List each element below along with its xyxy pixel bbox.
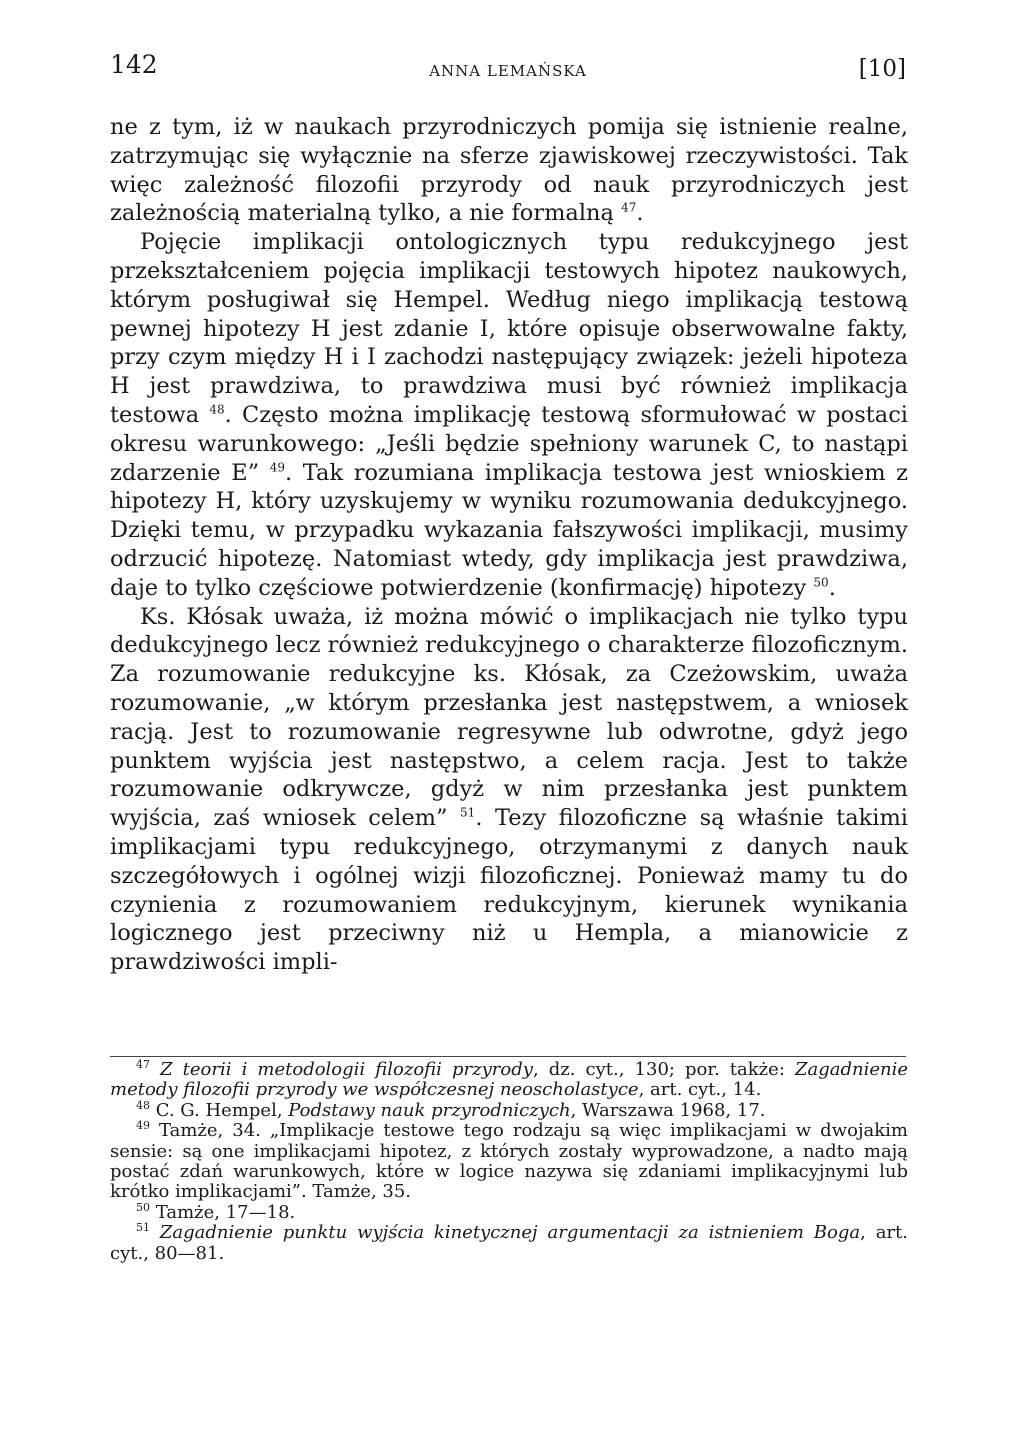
footnote-text: , art. cyt., 80—81. bbox=[110, 1222, 908, 1264]
footnote-number: 51 bbox=[136, 1221, 150, 1235]
footnote-ref-49: 49 bbox=[269, 460, 286, 475]
footnote-47 bbox=[110, 1060, 908, 1101]
footnote-divider bbox=[110, 1056, 906, 1057]
paragraph-text: Pojęcie implikacji ontologicznych typu redukcyjnego jest przekształceniem pojęcia implikacji testowych hipotez naukowych, którym posługiwał się Hempel. Według niego implikacją testową pewnej hipotezy H jest zdanie I, które opisuje obserwowalne fakty, przy czym między H i I zachodzi następujący związek: jeżeli hipoteza H jest prawdziwa, to prawdziwa musi być również implikacja testowa bbox=[110, 229, 908, 428]
footnote-text: C. G. Hempel, bbox=[155, 1099, 289, 1121]
footnote-text: , dz. cyt., 130; por. także: bbox=[532, 1059, 795, 1080]
footnote-text: , Warszawa 1968, 17. bbox=[570, 1099, 766, 1121]
cited-title: Z teorii i metodologii filozofii przyrody bbox=[160, 1059, 533, 1080]
cited-title: Zagadnienie metody filozofii przyrody we współczesnej neoscholastyce bbox=[110, 1059, 908, 1101]
paragraph-text: . Tezy filozoficzne są właśnie takimi implikacjami typu redukcyjnego, otrzymanymi z danych nauk szczegółowych i ogólnej wizji filozoficznej. Ponieważ mamy tu do czynienia z rozumowaniem redukcyjnym, kierunek wynikania logicznego jest przeciwny niż u Hempla, a mianowicie z prawdziwości impli- bbox=[110, 805, 908, 976]
section-number: [10] bbox=[858, 56, 906, 82]
paragraph-text: . bbox=[636, 200, 644, 227]
footnote-text: Tamże, 34. „Implikacje testowe tego rodzaju są więc implikacjami w dwojakim sensie: są one implikacjami hipotez, z których zostały wyprowadzone, a nadto mają postać zdań warunkowych, które w logice nazywa się zdaniami implikacyjnymi lub krótko implikacjami”. Tamże, 35. bbox=[110, 1120, 908, 1203]
footnote-text: , art. cyt., 14. bbox=[638, 1079, 762, 1101]
footnote-50 bbox=[110, 1200, 908, 1223]
paragraph-text: Ks. Kłósak uważa, iż można mówić o implikacjach nie tylko typu dedukcyjnego lecz również redukcyjnego o charakterze filozoficznym. Za rozumowanie redukcyjne ks. Kłósak, za Czeżowskim, uważa rozumowanie, „w którym przesłanka jest następstwem, a wniosek racją. Jest to rozumowanie regresywne lub odwrotne, gdyż jego punktem wyjścia jest następstwo, a celem racja. Jest to także rozumowanie odkrywcze, gdyż w nim przesłanka jest punktem wyjścia, zaś wniosek celem” bbox=[110, 603, 908, 832]
footnote-ref-48: 48 bbox=[209, 402, 225, 417]
footnote-49 bbox=[110, 1121, 908, 1203]
paragraph-text: ne z tym, iż w naukach przyrodniczych pomija się istnienie realne, zatrzymując się wyłącznie na sferze zjawiskowej rzeczywistości. Tak więc zależność filozofii przyrody od nauk przyrodniczych jest zależnością materialną tylko, a nie formalną bbox=[110, 114, 908, 227]
footnote-51 bbox=[110, 1223, 908, 1264]
footnotes bbox=[110, 1060, 908, 1264]
paragraph-text: . Często można implikację testową sformułować w postaci okresu warunkowego: „Jeśli będzie spełniony warunek C, to nastąpi zdarzenie E” bbox=[110, 401, 909, 486]
main-text bbox=[110, 113, 908, 977]
running-head-author: ANNA LEMAŃSKA bbox=[429, 62, 587, 80]
paragraph-1 bbox=[110, 113, 908, 228]
cited-title: Podstawy nauk przyrodniczych bbox=[288, 1099, 571, 1121]
footnote-number: 49 bbox=[136, 1119, 150, 1133]
footnote-ref-50: 50 bbox=[813, 575, 829, 590]
footnote-number: 47 bbox=[136, 1058, 150, 1071]
footnote-48 bbox=[110, 1098, 908, 1121]
paragraph-2 bbox=[110, 228, 908, 602]
footnote-number: 48 bbox=[136, 1098, 150, 1112]
footnote-number: 50 bbox=[136, 1200, 150, 1214]
paragraph-text: . Tak rozumiana implikacja testowa jest wnioskiem z hipotezy H, który uzyskujemy w wyniku rozumowania dedukcyjnego. Dzięki temu, w przypadku wykazania fałszywości implikacji, musimy odrzucić hipotezę. Natomiast wtedy, gdy implikacja jest prawdziwa, daje to tylko częściowe potwierdzenie (konfirmację) hipotezy bbox=[110, 459, 909, 601]
page-header bbox=[110, 50, 906, 90]
paragraph-text: . bbox=[828, 574, 836, 601]
cited-title: Zagadnienie punktu wyjścia kinetycznej argumentacji za istnieniem Boga bbox=[159, 1222, 861, 1244]
footnote-ref-47: 47 bbox=[621, 200, 637, 215]
page-number: 142 bbox=[110, 50, 158, 79]
paragraph-3 bbox=[110, 603, 908, 977]
footnote-ref-51: 51 bbox=[460, 805, 476, 820]
footnote-text: Tamże, 17—18. bbox=[155, 1201, 296, 1223]
